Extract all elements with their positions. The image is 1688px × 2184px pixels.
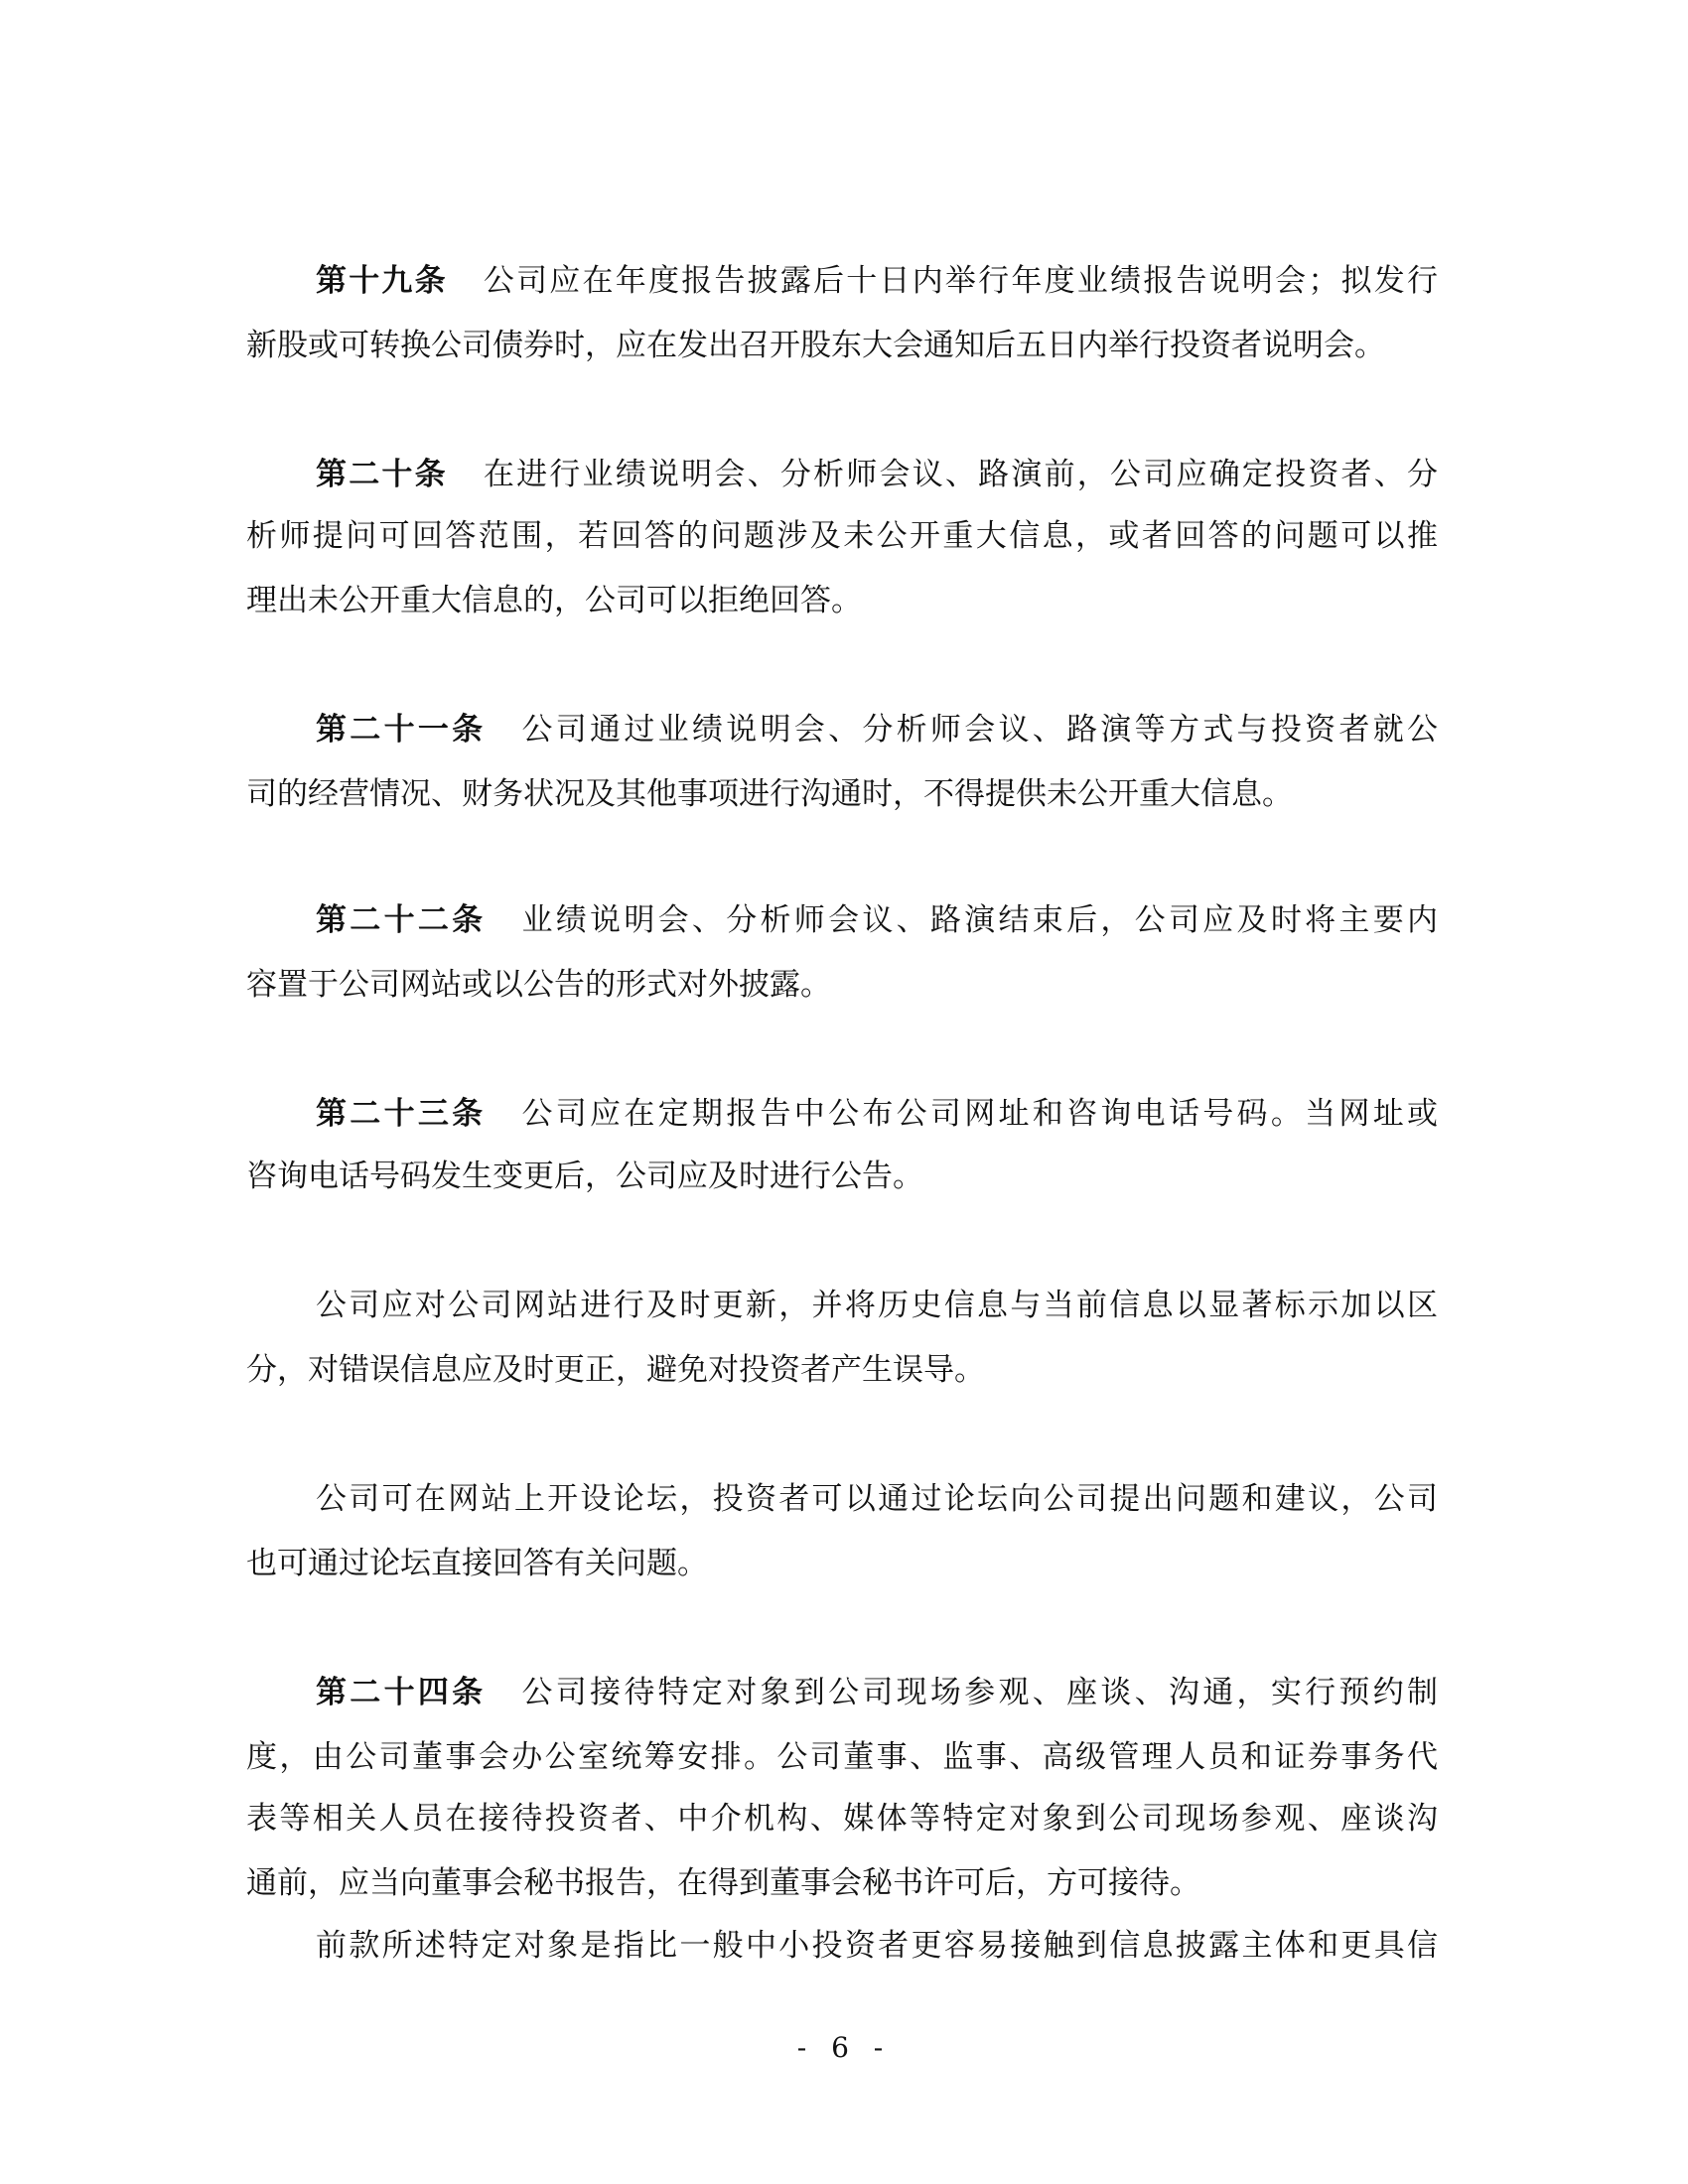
article-19-text-1: 公司应在年度报告披露后十日内举行年度业绩报告说明会；拟发行 [483,263,1438,299]
final-paragraph-line-1: 前款所述特定对象是指比一般中小投资者更容易接触到信息披露主体和更具信 [316,1928,1438,1964]
article-20-line-3: 理出未公开重大信息的，公司可以拒绝回答。 [246,583,862,618]
website-paragraph-line-1: 公司应对公司网站进行及时更新，并将历史信息与当前信息以显著标示加以区 [316,1288,1438,1323]
forum-paragraph-line-1: 公司可在网站上开设论坛，投资者可以通过论坛向公司提出问题和建议，公司 [316,1481,1438,1517]
article-21-text-1: 公司通过业绩说明会、分析师会议、路演等方式与投资者就公 [521,712,1438,748]
article-23-line-1 [316,1094,1438,1134]
article-24-line-4: 通前，应当向董事会秘书报告，在得到董事会秘书许可后，方可接待。 [246,1865,1200,1901]
article-24-heading: 第二十四条 [316,1675,487,1710]
article-20-line-1 [316,455,1438,494]
article-20-heading: 第二十条 [316,457,448,492]
article-24-line-3: 表等相关人员在接待投资者、中介机构、媒体等特定对象到公司现场参观、座谈沟 [246,1801,1438,1837]
article-19-line-2: 新股或可转换公司债券时，应在发出召开股东大会通知后五日内举行投资者说明会。 [246,328,1385,363]
article-19-line-1 [316,261,1438,301]
article-21-line-2: 司的经营情况、财务状况及其他事项进行沟通时，不得提供未公开重大信息。 [246,776,1293,812]
article-22-text-1: 业绩说明会、分析师会议、路演结束后，公司应及时将主要内 [521,902,1438,938]
article-24-line-1 [316,1673,1438,1712]
article-21-heading: 第二十一条 [316,712,487,748]
article-24-text-1: 公司接待特定对象到公司现场参观、座谈、沟通，实行预约制 [521,1675,1438,1710]
article-21-line-1 [316,710,1438,750]
website-paragraph-line-2: 分，对错误信息应及时更正，避免对投资者产生误导。 [246,1352,985,1388]
article-23-heading: 第二十三条 [316,1096,487,1132]
article-22-line-1 [316,900,1438,940]
article-20-text-1: 在进行业绩说明会、分析师会议、路演前，公司应确定投资者、分 [483,457,1438,492]
forum-paragraph-line-2: 也可通过论坛直接回答有关问题。 [246,1546,708,1581]
article-23-text-1: 公司应在定期报告中公布公司网址和咨询电话号码。当网址或 [521,1096,1438,1132]
page-number: - 6 - [796,2031,892,2064]
article-22-line-2: 容置于公司网站或以公告的形式对外披露。 [246,967,831,1003]
article-20-line-2: 析师提问可回答范围，若回答的问题涉及未公开重大信息，或者回答的问题可以推 [246,518,1438,554]
article-19-heading: 第十九条 [316,263,448,299]
article-22-heading: 第二十二条 [316,902,487,938]
article-23-line-2: 咨询电话号码发生变更后，公司应及时进行公告。 [246,1159,923,1194]
article-24-line-2: 度，由公司董事会办公室统筹安排。公司董事、监事、高级管理人员和证券事务代 [246,1739,1438,1775]
